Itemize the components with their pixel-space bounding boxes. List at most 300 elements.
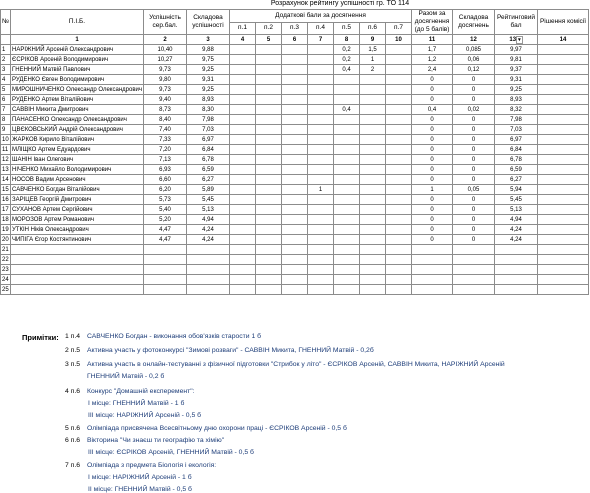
empty-cell <box>538 285 589 295</box>
extra-points: 1,5 <box>360 45 386 55</box>
extra-points <box>282 85 308 95</box>
extra-points <box>308 95 334 105</box>
row-number: 14 <box>2 176 9 183</box>
performance-component: 8,93 <box>187 95 230 105</box>
student-name: НІЧЕНКО Михайло Володимирович <box>11 165 144 175</box>
extra-points <box>308 105 334 115</box>
empty-cell <box>11 245 144 255</box>
empty-cell <box>412 245 453 255</box>
extra-points <box>360 215 386 225</box>
extra-points <box>256 65 282 75</box>
rating-score: 9,31 <box>495 75 538 85</box>
performance-component: 9,88 <box>187 45 230 55</box>
extra-points <box>386 85 412 95</box>
extra-points <box>256 235 282 245</box>
extra-points <box>308 235 334 245</box>
empty-cell <box>360 265 386 275</box>
extra-points <box>282 175 308 185</box>
commission-decision <box>538 195 589 205</box>
extra-points <box>230 235 256 245</box>
empty-cell <box>256 255 282 265</box>
note-text: САВЧЕНКО Богдан - виконання обов'язків старости 1 б <box>87 333 262 340</box>
column-number: 3 <box>187 35 230 45</box>
extra-points <box>256 85 282 95</box>
empty-cell <box>495 285 538 295</box>
empty-cell <box>256 265 282 275</box>
performance-component: 6,27 <box>187 175 230 185</box>
table-row <box>1 215 589 225</box>
extra-points <box>282 225 308 235</box>
header-num: № <box>1 10 11 35</box>
extra-points <box>334 235 360 245</box>
note-text: I місце: ГНЕННИЙ Матвій - 1 б <box>88 400 185 407</box>
table-row <box>1 165 589 175</box>
extra-points <box>360 105 386 115</box>
extra-points <box>360 95 386 105</box>
achievements-component: 0,12 <box>453 65 495 75</box>
empty-cell <box>412 275 453 285</box>
empty-cell <box>282 255 308 265</box>
extra-points <box>386 205 412 215</box>
empty-cell <box>334 255 360 265</box>
extra-points <box>282 155 308 165</box>
achievements-component: 0,05 <box>453 185 495 195</box>
extra-points <box>230 185 256 195</box>
extra-points <box>360 185 386 195</box>
student-name: ЄСРІКОВ Арсеній Володимирович <box>11 55 144 65</box>
table-row <box>1 55 589 65</box>
note-text: Олімпіада присвячена Всесвітньому дню охорони праці - ЄСРІКОВ Арсеній - 0,5 б <box>87 425 347 432</box>
table-row <box>1 185 589 195</box>
empty-cell <box>230 285 256 295</box>
empty-cell <box>495 245 538 255</box>
column-number: 2 <box>144 35 187 45</box>
row-number: 8 <box>1 115 11 125</box>
extra-points <box>282 75 308 85</box>
rating-score: 7,03 <box>495 125 538 135</box>
rating-score: 9,81 <box>495 55 538 65</box>
table-row <box>1 145 589 155</box>
rating-score: 4,24 <box>495 235 538 245</box>
achievements-component: 0 <box>453 165 495 175</box>
row-number: 6 <box>1 95 11 105</box>
note-text: III місце: ЄСРІКОВ Арсеній, ГНЕННИЙ Матвій - 0,5 б <box>88 449 254 456</box>
avg-score: 10,40 <box>144 45 187 55</box>
commission-decision <box>538 145 589 155</box>
empty-cell <box>144 275 187 285</box>
extra-points <box>334 155 360 165</box>
achievements-sum: 0 <box>412 135 453 145</box>
avg-score: 8,40 <box>144 115 187 125</box>
extra-points <box>282 55 308 65</box>
extra-points <box>308 125 334 135</box>
extra-points <box>334 115 360 125</box>
note-key: 5 п.6 <box>65 425 81 432</box>
extra-points <box>282 235 308 245</box>
achievements-component: 0 <box>453 225 495 235</box>
empty-cell <box>386 285 412 295</box>
extra-points <box>308 225 334 235</box>
achievements-sum: 1,2 <box>412 55 453 65</box>
rating-score: 5,45 <box>495 195 538 205</box>
commission-decision <box>538 125 589 135</box>
extra-points <box>360 205 386 215</box>
extra-points <box>256 225 282 235</box>
empty-cell <box>453 255 495 265</box>
notes-label: Примітки: <box>22 333 59 342</box>
note-text: Активна участь у фотоконкурсі "Зимові розваги" - САВВІН Микита, ГНЕННИЙ Матвій - 0,2б <box>87 347 374 354</box>
achievements-component: 0 <box>453 85 495 95</box>
achievements-sum: 0 <box>412 95 453 105</box>
extra-points <box>386 115 412 125</box>
empty-cell <box>386 255 412 265</box>
empty-cell <box>538 255 589 265</box>
extra-points: 0,2 <box>334 55 360 65</box>
achievements-component: 0 <box>453 235 495 245</box>
extra-points <box>308 205 334 215</box>
achievements-component: 0 <box>453 145 495 155</box>
extra-points <box>282 95 308 105</box>
row-number: 17 <box>2 206 9 213</box>
achievements-component: 0,085 <box>453 45 495 55</box>
sheet-title: Розрахунок рейтингу успішності гр. ТО 114 <box>270 0 410 7</box>
empty-row <box>1 285 589 295</box>
empty-cell <box>495 265 538 275</box>
table-row <box>1 125 589 135</box>
rating-score: 9,97 <box>495 45 538 55</box>
avg-score: 6,20 <box>144 185 187 195</box>
empty-cell <box>282 265 308 275</box>
empty-cell <box>412 255 453 265</box>
extra-points <box>308 45 334 55</box>
extra-points <box>386 145 412 155</box>
performance-component: 6,84 <box>187 145 230 155</box>
avg-score: 9,40 <box>144 95 187 105</box>
extra-points <box>230 165 256 175</box>
extra-points <box>334 135 360 145</box>
avg-score: 10,27 <box>144 55 187 65</box>
empty-cell <box>144 245 187 255</box>
avg-score: 9,73 <box>144 65 187 75</box>
table-row <box>1 135 589 145</box>
row-number: 7 <box>1 105 11 115</box>
empty-cell <box>144 265 187 275</box>
extra-points <box>308 65 334 75</box>
performance-component: 9,25 <box>187 65 230 75</box>
student-name: САВВІН Микита Дмитрович <box>11 105 144 115</box>
avg-score: 5,73 <box>144 195 187 205</box>
student-name: ГНЕННИЙ Матвій Павлович <box>11 65 144 75</box>
achievements-sum: 0 <box>412 115 453 125</box>
row-number: 11 <box>1 145 11 155</box>
extra-points <box>386 75 412 85</box>
empty-cell <box>230 275 256 285</box>
header-item: п.7 <box>386 22 412 35</box>
performance-component: 6,78 <box>187 155 230 165</box>
extra-points <box>386 155 412 165</box>
avg-score: 7,13 <box>144 155 187 165</box>
extra-points <box>334 215 360 225</box>
extra-points <box>308 215 334 225</box>
extra-points <box>282 185 308 195</box>
commission-decision <box>538 65 589 75</box>
empty-cell <box>187 285 230 295</box>
empty-cell <box>538 275 589 285</box>
extra-points <box>230 55 256 65</box>
performance-component: 6,97 <box>187 135 230 145</box>
column-number: 11 <box>412 35 453 45</box>
extra-points <box>256 55 282 65</box>
extra-points <box>360 155 386 165</box>
extra-points <box>230 75 256 85</box>
avg-score: 4,47 <box>144 225 187 235</box>
extra-points <box>308 165 334 175</box>
rating-score: 8,93 <box>495 95 538 105</box>
student-name: ЖАРКОВ Кирило Віталійович <box>11 135 144 145</box>
empty-row <box>1 275 589 285</box>
table-row <box>1 225 589 235</box>
empty-cell <box>11 285 144 295</box>
empty-cell <box>11 275 144 285</box>
avg-score: 7,40 <box>144 125 187 135</box>
extra-points <box>386 225 412 235</box>
extra-points <box>308 85 334 95</box>
extra-points <box>334 165 360 175</box>
performance-component: 6,59 <box>187 165 230 175</box>
empty-cell <box>256 245 282 255</box>
achievements-sum: 0 <box>412 145 453 155</box>
achievements-sum: 0 <box>412 85 453 95</box>
extra-points <box>256 205 282 215</box>
empty-cell <box>360 255 386 265</box>
extra-points <box>334 125 360 135</box>
achievements-sum: 0 <box>412 225 453 235</box>
row-number: 4 <box>1 75 11 85</box>
empty-cell <box>282 245 308 255</box>
achievements-component: 0 <box>453 115 495 125</box>
commission-decision <box>538 205 589 215</box>
extra-points: 1 <box>308 185 334 195</box>
row-number: 25 <box>2 286 9 293</box>
extra-points <box>334 175 360 185</box>
empty-cell <box>453 275 495 285</box>
extra-points <box>334 75 360 85</box>
achievements-sum: 0 <box>412 75 453 85</box>
header-extra: Додаткові бали за досягнення <box>230 10 412 23</box>
extra-points <box>230 85 256 95</box>
header-comp: Складова успішності <box>187 10 230 35</box>
achievements-component: 0 <box>453 205 495 215</box>
table-row <box>1 155 589 165</box>
avg-score: 7,33 <box>144 135 187 145</box>
rating-score: 4,24 <box>495 225 538 235</box>
empty-row <box>1 265 589 275</box>
avg-score: 9,80 <box>144 75 187 85</box>
extra-points <box>360 75 386 85</box>
filter-dropdown-icon[interactable]: ▾ <box>518 36 521 43</box>
rating-score: 9,37 <box>495 65 538 75</box>
rating-score: 6,78 <box>495 155 538 165</box>
column-number: 9 <box>360 35 386 45</box>
empty-cell <box>11 265 144 275</box>
commission-decision <box>538 115 589 125</box>
achievements-sum: 0 <box>412 125 453 135</box>
extra-points <box>230 115 256 125</box>
avg-score: 6,93 <box>144 165 187 175</box>
achievements-sum: 0 <box>412 215 453 225</box>
extra-points <box>282 65 308 75</box>
student-name: МОРОЗОВ Артем Романович <box>11 215 144 225</box>
extra-points <box>230 45 256 55</box>
column-number: 4 <box>230 35 256 45</box>
extra-points <box>230 65 256 75</box>
commission-decision <box>538 175 589 185</box>
extra-points <box>360 125 386 135</box>
table-row <box>1 45 589 55</box>
extra-points <box>256 175 282 185</box>
performance-component: 5,13 <box>187 205 230 215</box>
student-name: НАРІЖНИЙ Арсеній Олександрович <box>11 45 144 55</box>
row-number: 3 <box>1 65 11 75</box>
header-avg: Успішність сер.бал. <box>144 10 187 35</box>
extra-points <box>230 155 256 165</box>
achievements-component: 0 <box>453 155 495 165</box>
student-name: МЛІЩКО Артем Едуардович <box>11 145 144 155</box>
performance-component: 7,98 <box>187 115 230 125</box>
empty-cell <box>308 255 334 265</box>
rating-table <box>0 9 589 295</box>
extra-points <box>360 85 386 95</box>
row-number: 16 <box>2 196 9 203</box>
extra-points <box>360 175 386 185</box>
extra-points <box>308 175 334 185</box>
empty-cell <box>187 245 230 255</box>
extra-points <box>334 85 360 95</box>
extra-points <box>360 165 386 175</box>
achievements-component: 0,06 <box>453 55 495 65</box>
extra-points <box>256 95 282 105</box>
extra-points <box>256 155 282 165</box>
commission-decision <box>538 85 589 95</box>
table-row <box>1 105 589 115</box>
extra-points <box>230 135 256 145</box>
table-row <box>1 95 589 105</box>
table-row <box>1 65 589 75</box>
empty-cell <box>230 255 256 265</box>
empty-cell <box>386 275 412 285</box>
empty-cell <box>334 285 360 295</box>
extra-points <box>386 55 412 65</box>
table-row <box>1 85 589 95</box>
empty-cell <box>144 285 187 295</box>
header-item: п.1 <box>230 22 256 35</box>
row-number: 13 <box>2 166 9 173</box>
empty-row <box>1 245 589 255</box>
row-number: 2 <box>1 55 11 65</box>
note-text: ГНЕННИЙ Матвій - 0,2 б <box>87 373 165 380</box>
empty-cell <box>360 245 386 255</box>
rating-score: 5,13 <box>495 205 538 215</box>
row-number: 20 <box>2 236 9 243</box>
rating-score: 8,32 <box>495 105 538 115</box>
column-number-blank <box>1 35 11 45</box>
achievements-sum: 0 <box>412 165 453 175</box>
header-decision: Рішення комісії <box>538 10 589 35</box>
empty-cell <box>386 245 412 255</box>
note-text: Конкурс "Домашній експеремент": <box>87 388 195 395</box>
achievements-sum: 0 <box>412 235 453 245</box>
extra-points <box>308 75 334 85</box>
empty-cell <box>282 285 308 295</box>
avg-score: 7,20 <box>144 145 187 155</box>
avg-score: 5,20 <box>144 215 187 225</box>
column-number: 5 <box>256 35 282 45</box>
extra-points <box>256 45 282 55</box>
performance-component: 5,89 <box>187 185 230 195</box>
extra-points <box>386 235 412 245</box>
column-number: 6 <box>282 35 308 45</box>
extra-points <box>360 145 386 155</box>
student-name: САВЧЕНКО Богдан Віталійович <box>11 185 144 195</box>
note-text: I місце: НАРІЖНИЙ Арсеній - 1 б <box>88 474 192 481</box>
performance-component: 4,94 <box>187 215 230 225</box>
commission-decision <box>538 135 589 145</box>
empty-cell <box>412 285 453 295</box>
row-number: 12 <box>2 156 9 163</box>
column-number: 13 ▾ <box>495 35 538 45</box>
achievements-sum: 0 <box>412 205 453 215</box>
extra-points <box>256 215 282 225</box>
commission-decision <box>538 55 589 65</box>
note-text: II місце: ГНЕННИЙ Матвій - 0,5 б <box>88 486 192 493</box>
performance-component: 7,03 <box>187 125 230 135</box>
extra-points <box>308 55 334 65</box>
extra-points <box>230 195 256 205</box>
extra-points <box>256 185 282 195</box>
extra-points <box>282 195 308 205</box>
extra-points <box>230 105 256 115</box>
table-row <box>1 75 589 85</box>
empty-cell <box>334 275 360 285</box>
column-number: 7 <box>308 35 334 45</box>
note-text: Олімпіада з предмета Біологія і екологія: <box>87 462 217 469</box>
row-number: 15 <box>2 186 9 193</box>
achievements-sum: 1,7 <box>412 45 453 55</box>
empty-cell <box>360 275 386 285</box>
achievements-component: 0 <box>453 215 495 225</box>
extra-points <box>334 185 360 195</box>
empty-cell <box>308 265 334 275</box>
student-name: ЗАРІЦЕВ Георгій Дмитрович <box>11 195 144 205</box>
rating-score: 6,84 <box>495 145 538 155</box>
row-number: 18 <box>2 216 9 223</box>
achievements-component: 0 <box>453 75 495 85</box>
extra-points <box>308 145 334 155</box>
extra-points <box>256 125 282 135</box>
achievements-component: 0 <box>453 125 495 135</box>
empty-cell <box>360 285 386 295</box>
extra-points <box>386 215 412 225</box>
table-row <box>1 235 589 245</box>
extra-points <box>256 75 282 85</box>
column-number: 10 <box>386 35 412 45</box>
header-comp-ach: Складова досягнень <box>453 10 495 35</box>
empty-cell <box>495 255 538 265</box>
extra-points: 0,2 <box>334 45 360 55</box>
extra-points <box>386 95 412 105</box>
extra-points <box>334 145 360 155</box>
empty-cell <box>334 245 360 255</box>
